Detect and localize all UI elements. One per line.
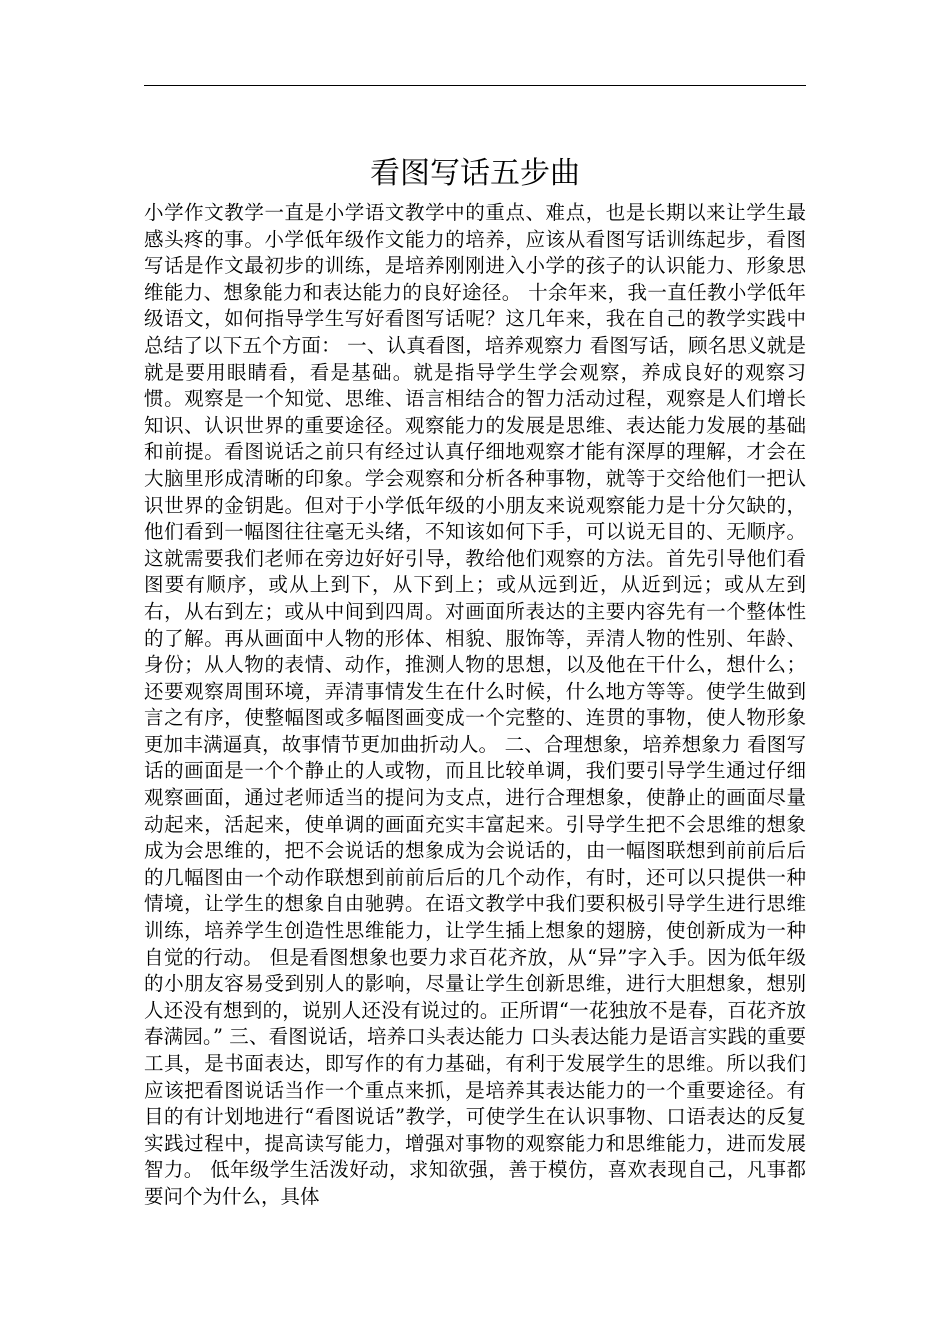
document-title: 看图写话五步曲 <box>370 156 580 191</box>
document-body: 小学作文教学一直是小学语文教学中的重点、难点，也是长期以来让学生最感头疼的事。小学低年级作文能力的培养，应该从看图写话训练起步，看图写话是作文最初步的训练，是培养刚刚进入小学的孩子的认识能力、形象思维能力、想象能力和表达能力的良好途径。 十余年来，我一直任教小学低年级语文，如何指导学生写好看图写话呢？这几年来，我在自己的教学实践中总结了以下五个方面： 一、认真看图，培养观察力 看图写话，顾名思义就是就是要用眼睛看，看是基础。就是指导学生学会观察，养成良好的观察习惯。观察是一个知觉、思维、语言相结合的智力活动过程，观察是人们增长知识、认识世界的重要途径。观察能力的发展是思维、表达能力发展的基础和前提。看图说话之前只有经过认真仔细地观察才能有深厚的理解，才会在大脑里形成清晰的印象。学会观察和分析各种事物，就等于交给他们一把认识世界的金钥匙。但对于小学低年级的小朋友来说观察能力是十分欠缺的，他们看到一幅图往往毫无头绪，不知该如何下手，可以说无目的、无顺序。这就需要我们老师在旁边好好引导，教给他们观察的方法。首先引导他们看图要有顺序，或从上到下，从下到上；或从远到近，从近到远；或从左到右，从右到左；或从中间到四周。对画面所表达的主要内容先有一个整体性的了解。再从画面中人物的形体、相貌、服饰等，弄清人物的性别、年龄、身份；从人物的表情、动作，推测人物的思想，以及他在干什么，想什么；还要观察周围环境，弄清事情发生在什么时候，什么地方等等。使学生做到言之有序，使整幅图或多幅图画变成一个完整的、连贯的事物，使人物形象更加丰满逼真，故事情节更加曲折动人。 二、合理想象，培养想象力 看图写话的画面是一个个静止的人或物，而且比较单调，我们要引导学生通过仔细观察画面，通过老师适当的提问为支点，进行合理想象，使静止的画面尽量动起来，活起来，使单调的画面充实丰富起来。引导学生把不会思维的想象成为会思维的，把不会说话的想象成为会说话的，由一幅图联想到前前后后的几幅图由一个动作联想到前前后后的几个动作，有时，还可以只提供一种情境，让学生的想象自由驰骋。在语文教学中我们要积极引导学生进行思维训练，培养学生创造性思维能力，让学生插上想象的翅膀，使创新成为一种自觉的行动。 但是看图想象也要力求百花齐放，从“异”字入手。因为低年级的小朋友容易受到别人的影响，尽量让学生创新思维，进行大胆想象，想别人还没有想到的，说别人还没有说过的。正所谓“一花独放不是春，百花齐放春满园。” 三、看图说话，培养口头表达能力 口头表达能力是语言实践的重要工具，是书面表达，即写作的有力基础，有利于发展学生的思维。所以我们应该把看图说话当作一个重点来抓，是培养其表达能力的一个重要途径。有目的有计划地进行“看图说话”教学，可使学生在认识事物、口语表达的反复实践过程中，提高读写能力，增强对事物的观察能力和思维能力，进而发展智力。 低年级学生活泼好动，求知欲强，善于模仿，喜欢表现自己，凡事都要问个为什么，具体 <box>144 201 806 1208</box>
header-rule <box>144 85 806 86</box>
